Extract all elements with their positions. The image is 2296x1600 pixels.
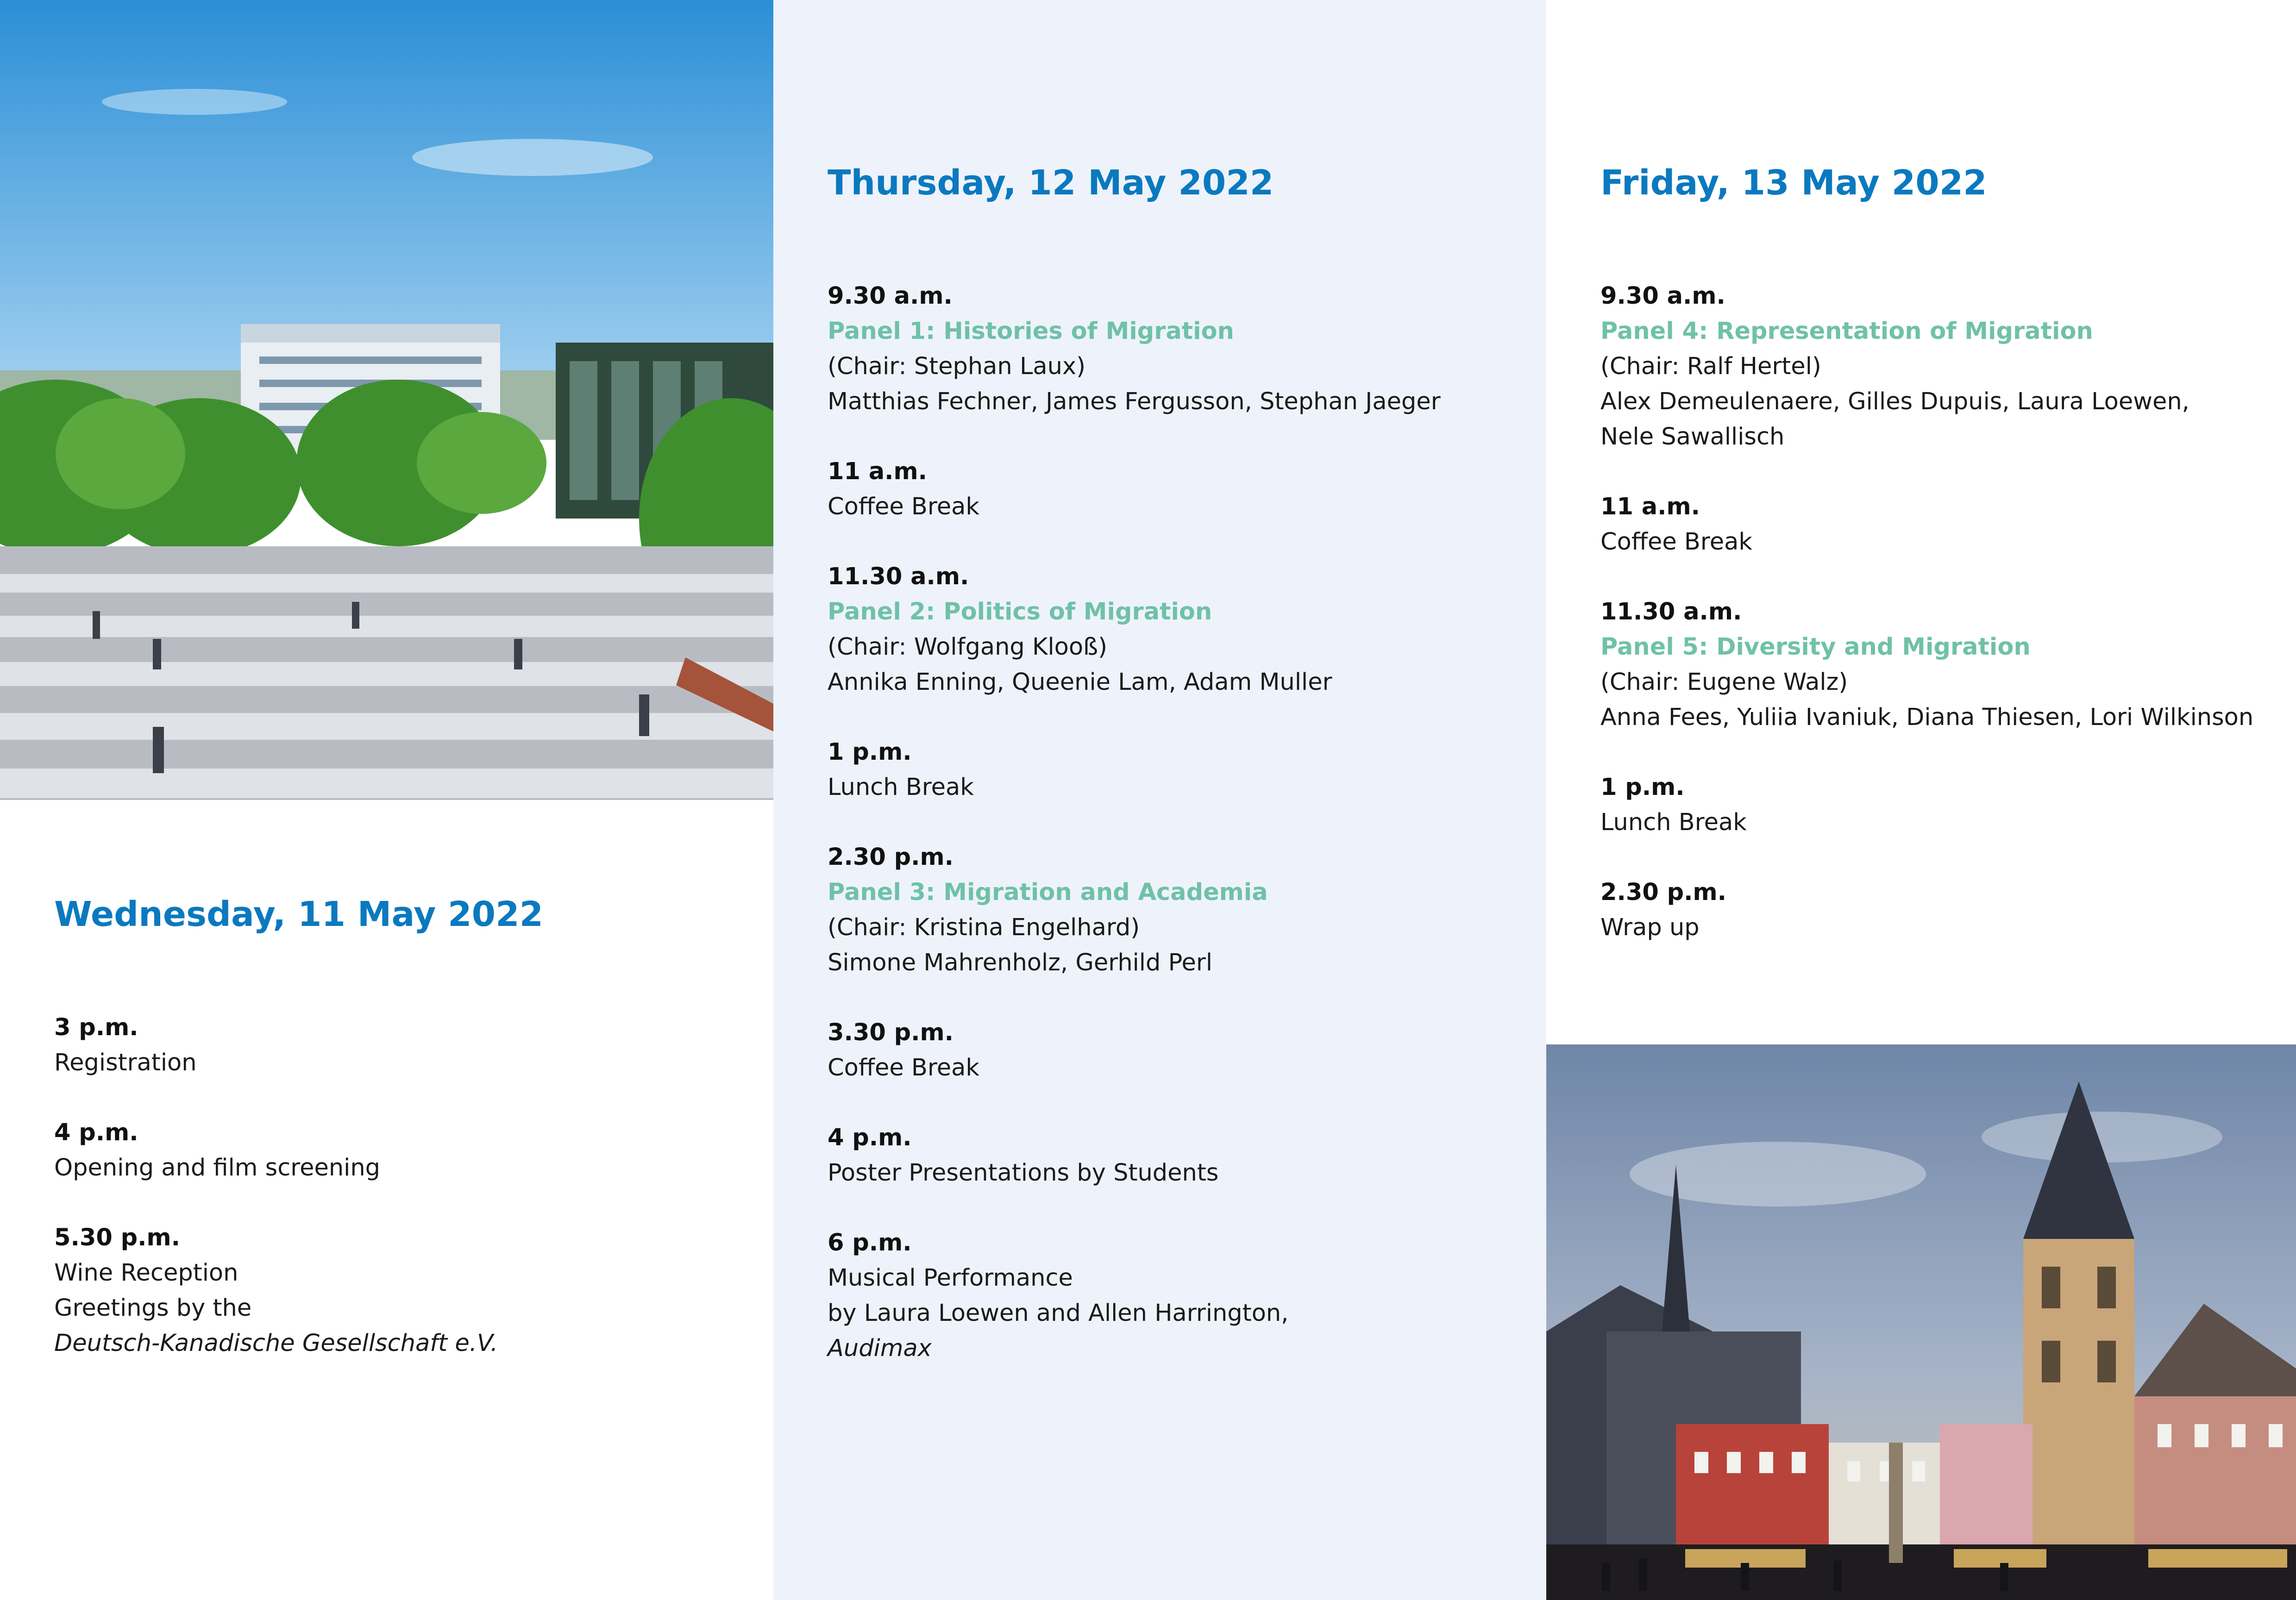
entry-italic-text: Deutsch-Kanadische Gesellschaft e.V. — [54, 1330, 498, 1357]
schedule-entry — [828, 840, 1441, 981]
market-square-photo — [1546, 1044, 2296, 1600]
entry-text: Coffee Break — [828, 1054, 979, 1081]
entry-time: 2.30 p.m. — [1600, 879, 1726, 906]
day-wednesday — [54, 894, 543, 1396]
entry-time: 2.30 p.m. — [828, 844, 954, 871]
column-friday — [1546, 0, 2296, 1600]
schedule-entry — [1600, 770, 2253, 840]
entry-text: Opening and film screening — [54, 1154, 381, 1181]
panel-title: Panel 1: Histories of Migration — [828, 318, 1234, 345]
schedule-entry — [828, 1120, 1441, 1191]
entry-time: 11.30 a.m. — [1600, 598, 1742, 625]
schedule-entry — [828, 735, 1441, 805]
entry-text: Annika Enning, Queenie Lam, Adam Muller — [828, 669, 1332, 696]
entry-text: Wrap up — [1600, 914, 1700, 941]
day-title: Wednesday, 11 May 2022 — [54, 894, 544, 934]
entry-time: 4 p.m. — [828, 1124, 912, 1151]
schedule-entry — [1600, 489, 2253, 560]
entry-time: 1 p.m. — [1600, 774, 1685, 801]
entry-text: Nele Sawallisch — [1600, 423, 1785, 450]
schedule-entry — [1600, 875, 2253, 945]
entry-time: 11 a.m. — [828, 458, 928, 485]
day-title: Thursday, 12 May 2022 — [828, 163, 1274, 203]
entry-text: Greetings by the — [54, 1294, 252, 1322]
panel-title: Panel 5: Diversity and Migration — [1600, 633, 2031, 661]
schedule-entry — [1600, 594, 2253, 735]
entry-text: by Laura Loewen and Allen Harrington, — [828, 1300, 1289, 1327]
schedule-entry — [828, 1225, 1441, 1366]
entry-text: (Chair: Stephan Laux) — [828, 353, 1086, 380]
entry-time: 9.30 a.m. — [828, 282, 953, 310]
schedule-entry — [1600, 279, 2253, 455]
schedule-entry — [828, 279, 1441, 419]
entry-text: Registration — [54, 1049, 197, 1076]
entry-text: Coffee Break — [828, 493, 979, 520]
entry-text: Lunch Break — [828, 774, 974, 801]
entry-time: 11 a.m. — [1600, 493, 1700, 520]
campus-photo — [0, 0, 773, 800]
entry-text: Lunch Break — [1600, 809, 1747, 836]
entry-text: (Chair: Eugene Walz) — [1600, 669, 1848, 696]
column-wednesday — [0, 0, 773, 1600]
schedule-entry — [828, 559, 1441, 700]
schedule-entry — [54, 1220, 543, 1361]
entry-text: Coffee Break — [1600, 528, 1752, 556]
entry-text: Simone Mahrenholz, Gerhild Perl — [828, 949, 1213, 976]
schedule-entry — [828, 454, 1441, 525]
entry-text: Wine Reception — [54, 1259, 238, 1287]
entry-text: (Chair: Wolfgang Klooß) — [828, 633, 1108, 661]
entry-text: (Chair: Ralf Hertel) — [1600, 353, 1821, 380]
entry-text: (Chair: Kristina Engelhard) — [828, 914, 1140, 941]
panel-title: Panel 4: Representation of Migration — [1600, 318, 2093, 345]
entry-time: 1 p.m. — [828, 738, 912, 766]
entry-italic-text: Audimax — [828, 1335, 932, 1362]
entry-text: Matthias Fechner, James Fergusson, Stephan Jaeger — [828, 388, 1441, 415]
entry-time: 5.30 p.m. — [54, 1224, 180, 1251]
panel-title: Panel 2: Politics of Migration — [828, 598, 1212, 625]
entry-text: Alex Demeulenaere, Gilles Dupuis, Laura Loewen, — [1600, 388, 2189, 415]
entry-time: 3 p.m. — [54, 1014, 138, 1041]
entry-time: 4 p.m. — [54, 1119, 138, 1146]
day-title: Friday, 13 May 2022 — [1600, 163, 1987, 203]
day-friday — [1600, 162, 2253, 980]
entry-text: Anna Fees, Yuliia Ivaniuk, Diana Thiesen, Lori Wilkinson — [1600, 704, 2254, 731]
entry-text: Poster Presentations by Students — [828, 1159, 1219, 1187]
day-thursday — [828, 162, 1441, 1401]
entry-time: 11.30 a.m. — [828, 563, 969, 590]
column-thursday — [773, 0, 1546, 1600]
schedule-entry — [828, 1015, 1441, 1086]
entry-text: Musical Performance — [828, 1264, 1073, 1292]
panel-title: Panel 3: Migration and Academia — [828, 879, 1268, 906]
schedule-entry — [54, 1010, 543, 1081]
schedule-entry — [54, 1115, 543, 1186]
entry-time: 6 p.m. — [828, 1229, 912, 1256]
entry-time: 3.30 p.m. — [828, 1019, 954, 1046]
entry-time: 9.30 a.m. — [1600, 282, 1725, 310]
